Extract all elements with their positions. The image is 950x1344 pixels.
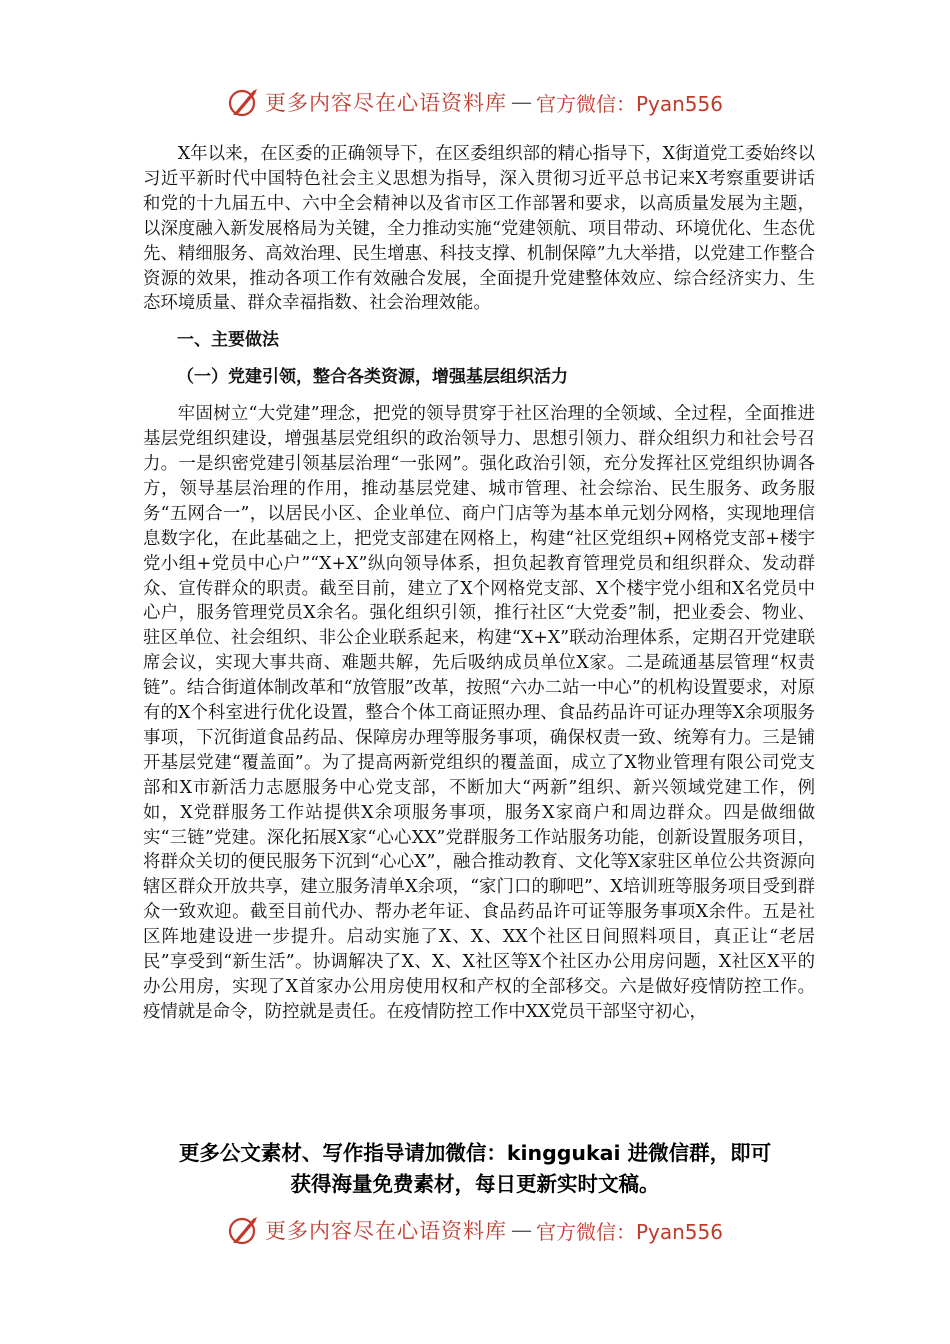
footer-watermark-banner (0, 1210, 950, 1250)
section-heading: 一、主要做法 (177, 330, 279, 351)
quill-pen-logo-icon (227, 1213, 261, 1247)
quill-pen-logo-icon (227, 85, 261, 119)
banner-separator: — (510, 1218, 532, 1242)
banner-separator: — (510, 90, 532, 114)
document-body (143, 142, 815, 1025)
body-paragraph: 牢固树立“大党建”理念，把党的领导贯穿于社区治理的全领域、全过程，全面推进基层党组织建设，增强基层党组织的政治领导力、思想引领力、群众组织力和社会号召力。一是织密党建引领基层治理“一张网”。强化政治引领，充分发挥社区党组织协调各方，领导基层治理的作用，推动基层党建、城市管理、社会综治、民生服务、政务服务“五网合一”，以居民小区、企业单位、商户门店等为基本单元划分网格，实现地理信息数字化，在此基础之上，把党支部建在网格上，构建“社区党组织+网格党支部+楼宇党小组+党员中心户”“X+X”纵向领导体系，担负起教育管理党员和组织群众、发动群众、宣传群众的职责。截至目前，建立了X个网格党支部、X个楼宇党小组和X名党员中心户，服务管理党员X余名。强化组织引领，推行社区“大党委”制，把业委会、物业、驻区单位、社会组织、非公企业联系起来，构建“X+X”联动治理体系，定期召开党建联席会议，实现大事共商、难题共解，先后吸纳成员单位X家。二是疏通基层管理“权责链”。结合街道体制改革和“放管服”改革，按照“六办二站一中心”的机构设置要求，对原有的X个科室进行优化设置，整合个体工商证照办理、食品药品许可证办理等X余项服务事项，下沉街道食品药品、保障房办理等服务事项，确保权责一致、统筹有力。三是铺开基层党建“覆盖面”。为了提高两新党组织的覆盖面，成立了X物业管理有限公司党支部和X市新活力志愿服务中心党支部，不断加大“两新”组织、新兴领域党建工作，例如，X党群服务工作站提供X余项服务事项，服务X家商户和周边群众。四是做细做实“三链”党建。深化拓展X家“心心XX”党群服务工作站服务功能，创新设置服务项目，将群众关切的便民服务下沉到“心心X”，融合推动教育、文化等X家驻区单位公共资源向辖区群众开放共享，建立服务清单X余项，“家门口的聊吧”、X培训班等服务项目受到群众一致欢迎。截至目前代办、帮办老年证、食品药品许可证等服务事项X余件。五是社区阵地建设进一步提升。启动实施了X、X、XX个社区日间照料项目，真正让“老居民”享受到“新生活”。协调解决了X、X、X社区等X个社区办公用房问题，X社区X平的办公用房，实现了X首家办公用房使用权和产权的全部移交。六是做好疫情防控工作。疫情就是命令，防控就是责任。在疫情防控工作中XX党员干部坚守初心， (143, 404, 815, 1022)
site-name: 更多内容尽在心语资料库 (264, 1219, 507, 1243)
header-watermark-banner (0, 82, 950, 122)
wechat-id: 官方微信：Pyan556 (535, 1219, 723, 1244)
wechat-id: 官方微信：Pyan556 (535, 91, 723, 116)
promo-notice (120, 1138, 830, 1200)
site-name: 更多内容尽在心语资料库 (264, 91, 507, 115)
subsection-heading: （一）党建引领，整合各类资源，增强基层组织活力 (177, 367, 568, 388)
promo-line-2: 获得海量免费素材，每日更新实时文稿。 (290, 1172, 660, 1196)
intro-paragraph: X年以来，在区委的正确领导下，在区委组织部的精心指导下，X街道党工委始终以习近平新时代中国特色社会主义思想为指导，深入贯彻习近平总书记来X考察重要讲话和党的十九届五中、六中全会精神以及省市区工作部署和要求，以高质量发展为主题，以深度融入新发展格局为关键，全力推动实施“党建领航、项目带动、环境优化、生态优先、精细服务、高效治理、民生增惠、科技支撑、机制保障”九大举措，以党建工作整合资源的效果，推动各项工作有效融合发展，全面提升党建整体效应、综合经济实力、生态环境质量、群众幸福指数、社会治理效能。 (143, 144, 815, 314)
promo-line-1: 更多公文素材、写作指导请加微信：kinggukai 进微信群，即可 (178, 1141, 772, 1165)
